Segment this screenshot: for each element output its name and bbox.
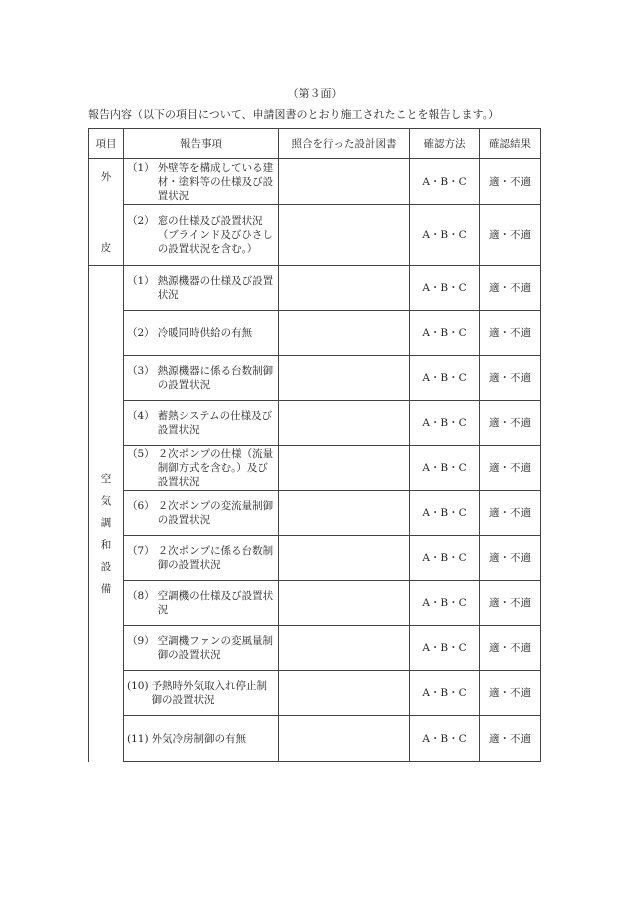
report-item-cell: [124, 626, 279, 671]
item-number: （2）: [127, 327, 155, 339]
page-number-label: （第３面）: [287, 87, 343, 100]
table-row: [89, 159, 541, 205]
result-cell[interactable]: 適・不適: [480, 716, 541, 762]
report-table: [88, 128, 541, 762]
header-design-docs: 照合を行った設計図書: [279, 129, 410, 159]
report-item-cell: [124, 716, 279, 762]
report-item-cell: [124, 536, 279, 581]
design-doc-cell[interactable]: [279, 205, 410, 266]
table-row: [89, 491, 541, 536]
table-row: [89, 716, 541, 762]
report-item-cell: [124, 356, 279, 401]
intro-text: 報告内容（以下の項目について、申請図書のとおり施工されたことを報告します。）: [88, 108, 500, 121]
item-text: 窓の仕様及び設置状況（ブラインド及びひさしの設置状況を含む。）: [157, 215, 273, 255]
item-number: （1）: [127, 161, 155, 174]
table-row: [89, 446, 541, 491]
method-cell[interactable]: A・B・C: [410, 266, 480, 311]
design-doc-cell[interactable]: [279, 671, 410, 716]
method-cell[interactable]: A・B・C: [410, 205, 480, 266]
result-cell[interactable]: 適・不適: [480, 536, 541, 581]
design-doc-cell[interactable]: [279, 311, 410, 356]
item-number: （2）: [127, 215, 155, 227]
result-cell[interactable]: 適・不適: [480, 401, 541, 446]
result-cell[interactable]: 適・不適: [480, 491, 541, 536]
result-cell[interactable]: 適・不適: [480, 626, 541, 671]
design-doc-cell[interactable]: [279, 159, 410, 205]
table-row: [89, 205, 541, 266]
item-text: 予熱時外気取入れ停止制御の設置状況: [151, 680, 268, 706]
category-cell: [89, 266, 124, 762]
header-method: 確認方法: [410, 129, 480, 159]
category-char: 和: [100, 538, 112, 551]
item-number: （6）: [127, 500, 155, 512]
design-doc-cell[interactable]: [279, 626, 410, 671]
result-cell[interactable]: 適・不適: [480, 159, 541, 205]
design-doc-cell[interactable]: [279, 446, 410, 491]
method-cell[interactable]: A・B・C: [410, 491, 480, 536]
design-doc-cell[interactable]: [279, 581, 410, 626]
category-char: 気: [100, 494, 112, 507]
item-number: （4）: [127, 410, 155, 422]
design-doc-cell[interactable]: [279, 266, 410, 311]
item-text: 外壁等を構成している建材・塗料等の仕様及び設置状況: [157, 161, 274, 202]
category-char: 外: [100, 170, 112, 183]
design-doc-cell[interactable]: [279, 491, 410, 536]
result-cell[interactable]: 適・不適: [480, 671, 541, 716]
category-char: 調: [100, 516, 112, 529]
report-item-cell: [124, 311, 279, 356]
report-item-cell: [124, 581, 279, 626]
header-report-matter: 報告事項: [124, 129, 279, 159]
table-row: [89, 536, 541, 581]
table-row: [89, 311, 541, 356]
item-number: （3）: [127, 365, 155, 377]
item-text: 空調機の仕様及び設置状況: [157, 590, 274, 616]
table-row: [89, 266, 541, 311]
result-cell[interactable]: 適・不適: [480, 356, 541, 401]
design-doc-cell[interactable]: [279, 401, 410, 446]
result-cell[interactable]: 適・不適: [480, 266, 541, 311]
item-text: ２次ポンプの変流量制御の設置状況: [157, 500, 274, 526]
item-number: （8）: [127, 590, 155, 602]
report-item-cell: [124, 446, 279, 491]
report-item-cell: [124, 266, 279, 311]
item-text: 冷暖同時供給の有無: [157, 327, 253, 339]
category-char: 備: [100, 582, 112, 595]
design-doc-cell[interactable]: [279, 356, 410, 401]
item-number: (10): [127, 680, 149, 692]
method-cell[interactable]: A・B・C: [410, 671, 480, 716]
table-row: [89, 356, 541, 401]
design-doc-cell[interactable]: [279, 536, 410, 581]
result-cell[interactable]: 適・不適: [480, 581, 541, 626]
item-text: 熱源機器に係る台数制御の設置状況: [157, 365, 274, 391]
result-cell[interactable]: 適・不適: [480, 311, 541, 356]
method-cell[interactable]: A・B・C: [410, 536, 480, 581]
item-number: （5）: [127, 448, 155, 460]
report-item-cell: [124, 671, 279, 716]
item-number: (11): [127, 732, 149, 745]
result-cell[interactable]: 適・不適: [480, 446, 541, 491]
method-cell[interactable]: A・B・C: [410, 626, 480, 671]
table-row: [89, 401, 541, 446]
item-number: （1）: [127, 275, 155, 287]
method-cell[interactable]: A・B・C: [410, 159, 480, 205]
report-item-cell: [124, 159, 279, 205]
header-item: 項目: [89, 129, 124, 159]
result-cell[interactable]: 適・不適: [480, 205, 541, 266]
method-cell[interactable]: A・B・C: [410, 401, 480, 446]
method-cell[interactable]: A・B・C: [410, 356, 480, 401]
category-char: 設: [100, 560, 112, 573]
category-char: 空: [100, 472, 112, 485]
table-row: [89, 581, 541, 626]
category-cell: [89, 159, 124, 266]
item-text: 蓄熱システムの仕様及び設置状況: [157, 410, 273, 436]
table-row: [89, 671, 541, 716]
method-cell[interactable]: A・B・C: [410, 311, 480, 356]
report-item-cell: [124, 491, 279, 536]
design-doc-cell[interactable]: [279, 716, 410, 762]
item-number: （9）: [127, 635, 155, 647]
item-text: 空調機ファンの変風量制御の設置状況: [157, 635, 273, 661]
category-char: 皮: [100, 241, 112, 254]
report-item-cell: [124, 401, 279, 446]
table-row: [89, 626, 541, 671]
item-text: ２次ポンプの仕様（流量制御方式を含む。）及び設置状況: [157, 448, 274, 488]
method-cell[interactable]: A・B・C: [410, 581, 480, 626]
item-text: 外気冷房制御の有無: [151, 732, 247, 745]
method-cell[interactable]: A・B・C: [410, 716, 480, 762]
method-cell[interactable]: A・B・C: [410, 446, 480, 491]
item-number: （7）: [127, 545, 155, 557]
report-item-cell: [124, 205, 279, 266]
item-text: ２次ポンプに係る台数制御の設置状況: [157, 545, 274, 571]
header-result: 確認結果: [480, 129, 541, 159]
item-text: 熱源機器の仕様及び設置状況: [157, 275, 274, 301]
